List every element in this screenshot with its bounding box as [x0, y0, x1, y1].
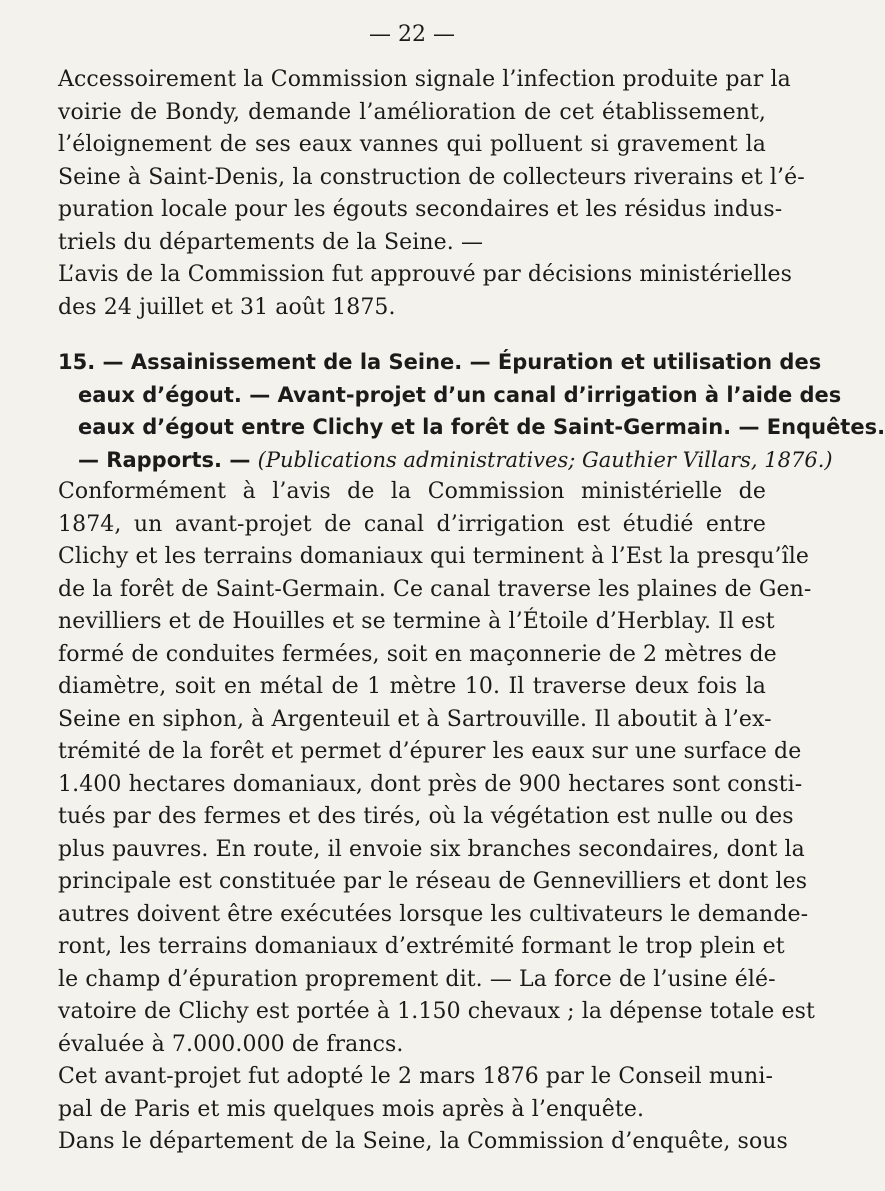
paragraph-adoption: [58, 1061, 773, 1126]
text-line: le champ d’épuration proprement dit. — La force de l’usine élé-: [58, 966, 776, 992]
heading-publication-reference: (Publications administratives; Gauthier Villars, 1876.): [257, 447, 833, 472]
text-line: Accessoirement la Commission signale l’infection produite par la: [58, 67, 791, 92]
text-line: diamètre, soit en métal de 1 mètre 10. Il traverse deux fois la: [58, 674, 766, 699]
text-line: puration locale pour les égouts secondaires et les résidus indus-: [58, 197, 783, 222]
section-heading-15: [58, 346, 885, 476]
text-line: principale est constituée par le réseau de Gennevilliers et dont les: [58, 869, 808, 894]
section-gap: [58, 324, 766, 346]
text-line: Clichy et les terrains domaniaux qui terminent à l’Est la presqu’île: [58, 544, 809, 569]
text-line: plus pauvres. En route, il envoie six branches secondaires, dont la: [58, 836, 805, 862]
heading-line: eaux d’égout entre Clichy et la forêt de Saint-Germain. — Enquêtes.: [78, 415, 885, 439]
text-line: trémité de la forêt et permet d’épurer les eaux sur une surface de: [58, 739, 802, 764]
text-line: 1.400 hectares domaniaux, dont près de 900 hectares sont consti-: [58, 771, 803, 797]
paragraph-avis-approuve: [58, 259, 792, 324]
text-line: formé de conduites fermées, soit en maçonnerie de 2 mètres de: [58, 641, 777, 667]
text-line: ront, les terrains domaniaux d’extrémité formant le trop plein et: [58, 934, 785, 959]
paragraph-commission-infection: [58, 64, 805, 259]
heading-line-references: [58, 444, 833, 477]
heading-rapports: — Rapports. —: [78, 447, 251, 472]
text-line: vatoire de Clichy est portée à 1.150 chevaux ; la dépense totale est: [58, 999, 815, 1024]
text-line: autres doivent être exécutées lorsque les cultivateurs le demande-: [58, 901, 809, 927]
text-line: Conformément à l’avis de la Commission ministérielle de: [58, 479, 766, 504]
page-number: — 22 —: [369, 22, 455, 47]
text-line: de la forêt de Saint-Germain. Ce canal traverse les plaines de Gen-: [58, 576, 812, 602]
heading-line: eaux d’égout. — Avant-projet d’un canal d’irrigation à l’aide des: [78, 382, 842, 407]
paragraph-avant-projet-canal: [58, 476, 815, 1061]
text-line: des 24 juillet et 31 août 1875.: [58, 294, 396, 320]
text-line: nevilliers et de Houilles et se termine à l’Étoile d’Herblay. Il est: [58, 609, 775, 634]
text-line: L’avis de la Commission fut approuvé par décisions ministérielles: [58, 262, 792, 287]
text-line: Cet avant-projet fut adopté le 2 mars 1876 par le Conseil muni-: [58, 1064, 773, 1089]
text-line: voirie de Bondy, demande l’amélioration de cet établissement,: [58, 99, 766, 125]
heading-line: 15. — Assainissement de la Seine. — Épuration et utilisation des: [58, 350, 822, 374]
paragraph-commission-enquete: [58, 1126, 788, 1159]
text-line: évaluée à 7.000.000 de francs.: [58, 1031, 404, 1057]
text-line: tués par des fermes et des tirés, où la végétation est nulle ou des: [58, 804, 794, 829]
text-line: pal de Paris et mis quelques mois après à l’enquête.: [58, 1096, 645, 1122]
text-line: triels du départements de la Seine. —: [58, 229, 484, 255]
text-line: Dans le département de la Seine, la Commission d’enquête, sous: [58, 1129, 788, 1154]
text-line: Seine en siphon, à Argenteuil et à Sartrouville. Il aboutit à l’ex-: [58, 706, 772, 732]
text-line: Seine à Saint-Denis, la construction de collecteurs riverains et l’é-: [58, 164, 805, 190]
text-line: l’éloignement de ses eaux vannes qui polluent si gravement la: [58, 132, 766, 157]
text-line: 1874, un avant-projet de canal d’irrigation est étudié entre: [58, 511, 766, 537]
